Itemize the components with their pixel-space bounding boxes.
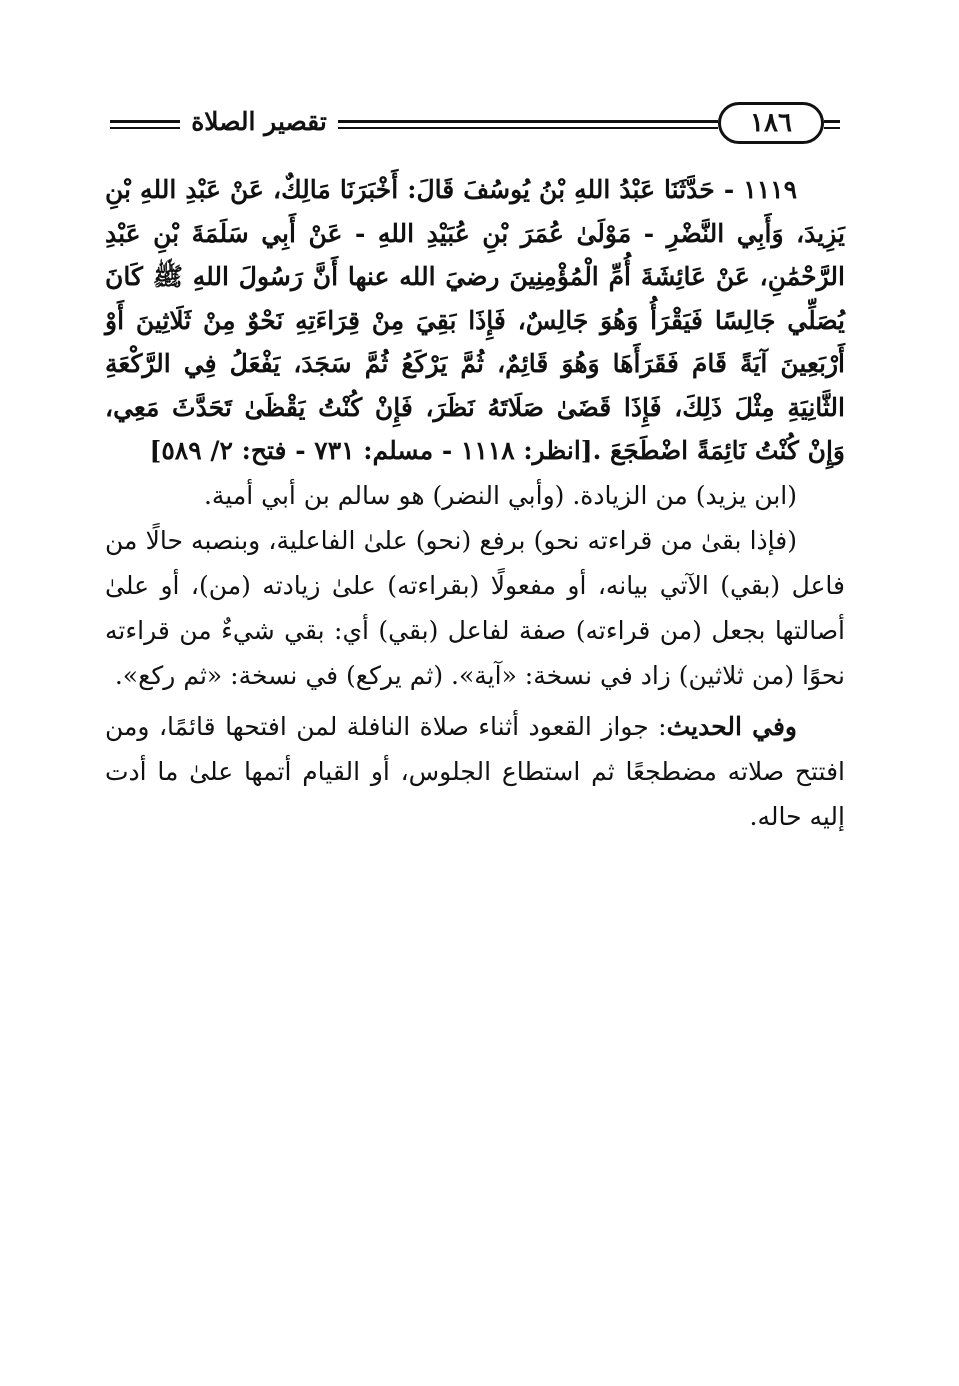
page-number: ١٨٦: [718, 102, 824, 144]
benefit-text: : جواز القعود أثناء صلاة النافلة لمن افتحها قائمًا، ومن افتتح صلاته مضطجعًا ثم استطاع الجلوس، أو القيام أتمها علىٰ ما أدت إليه حاله.: [105, 711, 845, 831]
page-content: [105, 168, 845, 839]
header-rule-middle: [338, 120, 718, 129]
commentary-paragraph-2: (فإذا بقىٰ من قراءته نحو) برفع (نحو) علىٰ الفاعلية، وبنصبه حالًا من فاعل (بقي) الآتي بيانه، أو مفعولًا (بقراءته) علىٰ زيادته (من)، أو علىٰ أصالتها بجعل (من قراءته) صفة لفاعل (بقي) أي: بقي شيءٌ من قراءته نحوًا (من ثلاثين) زاد في نسخة: «آية». (ثم يركع) في نسخة: «ثم ركع».: [105, 525, 845, 690]
running-title: تقصير الصلاة: [191, 107, 327, 136]
commentary-paragraph-1: (ابن يزيد) من الزيادة. (وأبي النضر) هو سالم بن أبي أمية.: [203, 480, 797, 510]
header-rule-right: [824, 120, 840, 129]
header-rule-left: [110, 120, 180, 129]
page-header: [110, 96, 840, 156]
benefit-lead-label: وفي الحديث: [666, 711, 797, 741]
hadith-text: ١١١٩ - حَدَّثَنَا عَبْدُ اللهِ بْنُ يُوسُفَ قَالَ: أَخْبَرَنَا مَالِكٌ، عَنْ عَبْدِ اللهِ بْنِ يَزِيدَ، وَأَبِي النَّضْرِ - مَوْلَىٰ عُمَرَ بْنِ عُبَيْدِ اللهِ - عَنْ أَبِي سَلَمَةَ بْنِ عَبْدِ الرَّحْمَٰنِ، عَنْ عَائِشَةَ أُمِّ الْمُؤْمِنِينَ رضيَ الله عنها أَنَّ رَسُولَ اللهِ ﷺ كَانَ يُصَلِّي جَالِسًا فَيَقْرَأُ وَهُوَ جَالِسٌ، فَإِذَا بَقِيَ مِنْ قِرَاءَتِهِ نَحْوٌ مِنْ ثَلَاثِينَ أَوْ أَرْبَعِينَ آيَةً قَامَ فَقَرَأَهَا وَهُوَ قَائِمٌ، ثُمَّ يَرْكَعُ ثُمَّ سَجَدَ، يَفْعَلُ فِي الرَّكْعَةِ الثَّانِيَةِ مِثْلَ ذَلِكَ، فَإِذَا قَضَىٰ صَلَاتَهُ نَظَرَ، فَإِنْ كُنْتُ يَقْظَىٰ تَحَدَّثَ مَعِي، وَإِنْ كُنْتُ نَائِمَةً اضْطَجَعَ .[انظر: ١١١٨ - مسلم: ٧٣١ - فتح: ٢/ ٥٨٩]: [105, 175, 845, 465]
commentary-paragraph-3: [105, 704, 845, 839]
